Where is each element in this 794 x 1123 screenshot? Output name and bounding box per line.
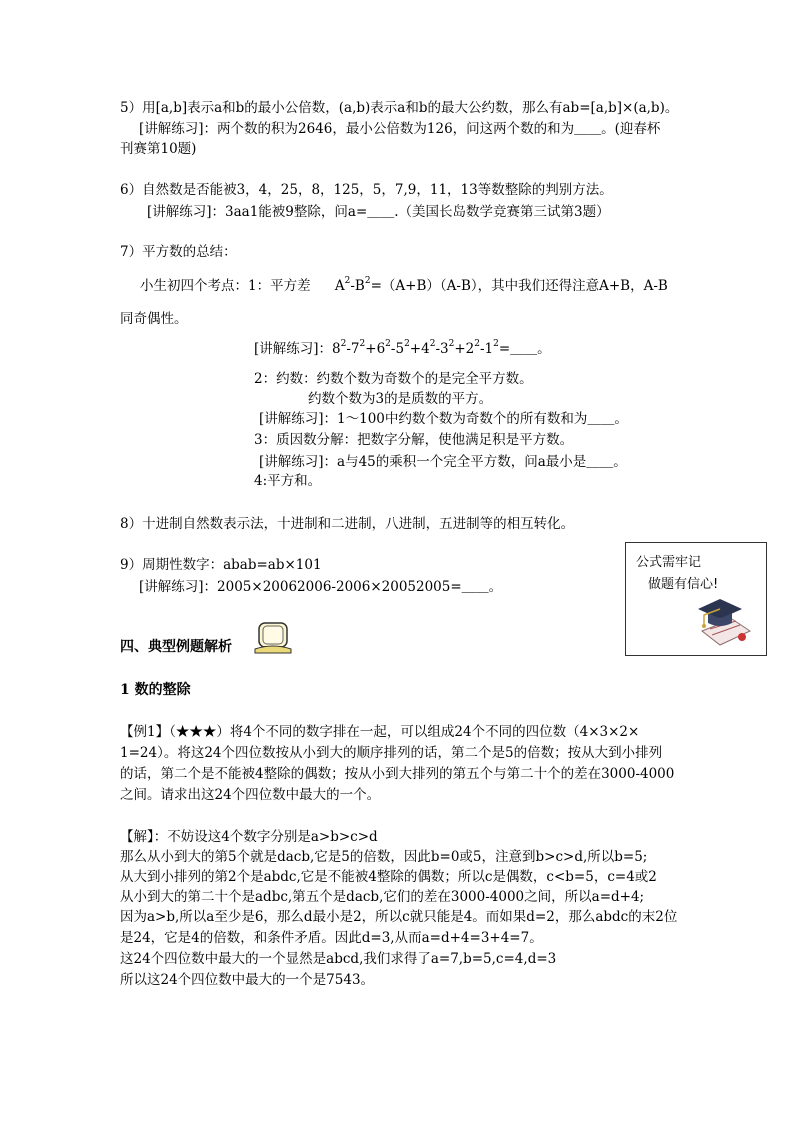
solution-line5: 因为a>b,所以a至少是6，那么d最小是2，所以c就只能是4。而如果d=2，那么abdc的末2位	[120, 909, 678, 925]
solution-line1: 【解】：不妨设这4个数字分别是a>b>c>d	[120, 829, 378, 845]
tip-line1: 公式需牢记	[636, 555, 702, 570]
s6-practice: [讲解练习]：3aa1能被9整除，问a=＿＿.（美国长岛数学竞赛第三试第3题）	[147, 204, 610, 220]
s6-main: 6）自然数是否能被3，4，25，8，125，5，7,9，11，13等数整除的判别方法。	[120, 182, 613, 198]
tip-line2: 做题有信心!	[648, 577, 719, 592]
section4-title: 四、典型例题解析	[120, 639, 232, 655]
s7-point2b: 约数个数为3的是质数的平方。	[308, 391, 493, 407]
solution-line7: 这24个四位数中最大的一个显然是abcd,我们求得了a=7,b=5,c=4,d=3	[120, 951, 557, 967]
s7-point4: 4:平方和。	[254, 473, 322, 489]
s7-practice1: [讲解练习]：$8^2-7^2+6^2-5^2+4^2-3^2+2^2-1^2=\_\_$。	[254, 338, 551, 357]
s5-practice-1: [讲解练习]：两个数的积为2646，最小公倍数为126，问这两个数的和为＿＿。(迎春杯	[139, 121, 661, 137]
s7-point1-cont: 同奇偶性。	[120, 311, 188, 327]
s7-point1: 小生初四个考点：1：平方差 $A^2-B^2=(A+B)(A-B)$，其中我们还得注意A+B，A-B	[140, 275, 668, 294]
s7-title: 7）平方数的总结：	[120, 244, 237, 260]
example1-line2: 1=24）。将这24个四位数按从小到大的顺序排列的话，第二个是5的倍数；按从大到小排列	[120, 745, 663, 761]
solution-line3: 从大到小排列的第2个是abdc,它是不能被4整除的偶数；所以c是偶数，c<b=5，c=4或2	[120, 869, 657, 885]
solution-line4: 从小到大的第二十个是adbc,第五个是dacb,它们的差在3000-4000之间，所以a=d+4;	[120, 889, 645, 905]
s9-main: 9）周期性数字：abab=ab×101	[120, 557, 322, 573]
graduation-cap-icon	[692, 591, 756, 647]
example1-line4: 之间。请求出这24个四位数中最大的一个。	[120, 787, 381, 803]
s7-point1-label: 小生初四个考点：1：平方差	[140, 278, 311, 294]
solution-line2: 那么从小到大的第5个就是dacb,它是5的倍数，因此b=0或5，注意到b>c>d,所以b=5;	[120, 849, 648, 865]
sub1-title: 1 数的整除	[120, 682, 191, 698]
s7-point3: 3：质因数分解：把数字分解，使他满足积是平方数。	[254, 432, 574, 448]
s5-practice-2: 刊赛第10题)	[120, 141, 197, 157]
s7-point2: 2：约数：约数个数为奇数个的是完全平方数。	[254, 371, 533, 387]
example1-line3: 的话，第二个是不能被4整除的偶数；按从小到大排列的第五个与第二十个的差在3000-4000	[120, 766, 675, 782]
s7-practice3: [讲解练习]：a与45的乘积一个完全平方数，问a最小是＿＿。	[259, 454, 627, 470]
formula-b: -B	[350, 278, 365, 294]
solution-line8: 所以这24个四位数中最大的一个是7543。	[120, 972, 375, 988]
scroll-badge-icon	[253, 619, 293, 655]
s8-main: 8）十进制自然数表示法，十进制和二进制，八进制，五进制等的相互转化。	[120, 516, 575, 532]
solution-line6: 是24，它是4的倍数，和条件矛盾。因此d=3,从而a=d+4=3+4=7。	[120, 930, 543, 946]
formula-a: A	[334, 278, 345, 294]
s5-main: 5）用[a,b]表示a和b的最小公倍数，(a,b)表示a和b的最大公约数，那么有ab=[a,b]×(a,b)。	[120, 100, 679, 116]
example1-line1: 【例1】（★★★）将4个不同的数字排在一起，可以组成24个不同的四位数（4×3×2×	[120, 724, 640, 740]
formula-c: =（A+B）（A-B），其中我们还得注意A+B，A-B	[370, 278, 668, 294]
s9-practice: [讲解练习]：2005×20062006-2006×20052005=＿＿。	[139, 579, 503, 595]
tip-box	[625, 542, 767, 656]
s7-practice2: [讲解练习]：1～100中约数个数为奇数个的所有数和为＿＿。	[259, 411, 628, 427]
